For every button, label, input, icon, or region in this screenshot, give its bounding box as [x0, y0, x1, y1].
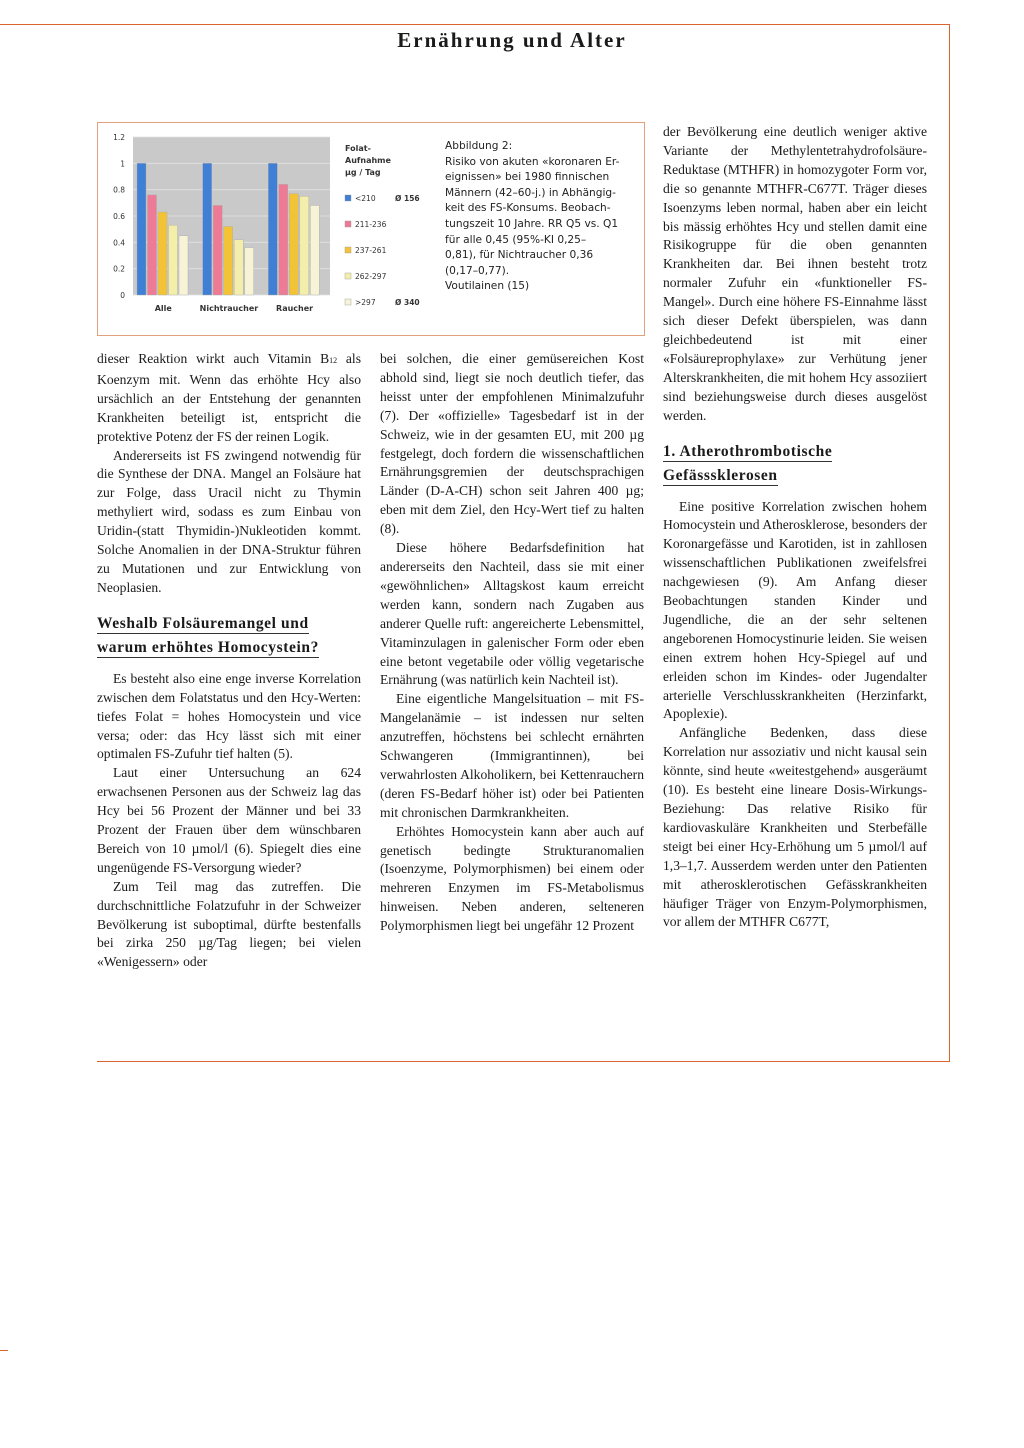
legend-swatch [345, 299, 351, 305]
legend-mean-label: Ø 156 [395, 194, 420, 203]
legend-swatch [345, 195, 351, 201]
paragraph: der Bevölkerung eine deutlich weniger aktive Variante der Methylentetrahydrofolsäure-Reduktase (MTHFR) in homozygoter Form vor, die so genannte MTHFR-C677T. Träger dieses Isoenzyms leben normal, haben aber ein leicht bis mässig erhöhtes Hcy und stellen damit eine Risikogruppe für die oben genannten Krankheiten dar. Bei ihnen besteht trotz normaler Zufuhr ein «funktioneller FS-Mangel». Durch eine höhere FS-Einnahme lässt sich dieser Defekt überspielen, was dann gleichbedeutend ist mit einer «Folsäureprophylaxe» zur Verhütung jener Alterskrankheiten, die mit hohem Hcy assoziiert sind beziehungsweise durch dieses ausgelöst werden. [663, 124, 927, 423]
y-tick-label: 0.4 [113, 238, 125, 248]
paragraph: Erhöhtes Homocystein kann aber auch auf genetisch bedingte Strukturanomalien (Isoenzyme, Polymorphismen) bei einem oder mehreren Enzymen im FS-Metabolismus hinweisen. Neben anderen, selteneren Polymorphismen liegt bei ungefähr 12 Prozent [380, 823, 644, 934]
text-column-1 [97, 350, 361, 972]
paragraph: Andererseits ist FS zwingend notwendig für die Synthese der DNA. Mangel an Folsäure hat zur Folge, dass Uracil nicht zu Thymin methyliert wird, sodass es zum Einbau von Uridin-(statt Thymidin-)Nukleotiden kommt. Solche Anomalien in der DNA-Struktur führen zu Mutationen und zur Entwicklung von Neoplasien. [97, 447, 361, 595]
legend-swatch [345, 273, 351, 279]
bar [224, 227, 233, 295]
frame-top-line [0, 24, 950, 25]
x-category-label: Alle [154, 304, 172, 313]
y-tick-label: 1 [120, 159, 125, 169]
frame-bottom-line [97, 1061, 950, 1062]
paragraph: Anfängliche Bedenken, dass diese Korrelation nur assoziativ und nicht kausal sein könnte, sind heute «weitestgehend» ausgeräumt (10). Es besteht eine lineare Dosis-Wirkungs-Beziehung: Das relative Risiko für kardiovaskuläre Krankheiten und Sterbefälle steigt bei einer Hcy-Erhöhung um 5 µmol/l auf 1,3–1,7. Ausserdem werden unter den Patienten mit atherosklerotischen Gefässkrankheiten häufiger Träger von Enzym-Polymorphismen, vor allem der MTHFR C677T, [663, 725, 927, 930]
text-column-3 [663, 123, 927, 932]
figure-caption: Abbildung 2: Risiko von akuten «koronaren Er- eignissen» bei 1980 finnischen Männern (42–60-j.) in Abhängig- keit des FS-Konsums. Beobach- tungszeit 10 Jahre. RR Q5 vs. Q1 für alle 0,45 (95%-KI 0,25– 0,81), für Nichtraucher 0,36 (0,17–0,77). Voutilainen (15) [445, 140, 620, 293]
bar-chart [98, 123, 438, 335]
legend-swatch [345, 221, 351, 227]
bar [234, 240, 243, 295]
legend-title: µg / Tag [345, 168, 381, 177]
legend-mean-label: Ø 340 [395, 298, 420, 307]
bar [245, 248, 254, 295]
legend-label: 262-297 [355, 272, 387, 281]
bar [179, 236, 188, 295]
y-tick-label: 0.2 [113, 264, 125, 274]
y-tick-label: 0.8 [113, 185, 125, 195]
bar [158, 212, 167, 295]
subscript: 12 [329, 356, 338, 365]
text-run: dieser Reaktion wirkt auch Vitamin B [97, 351, 330, 366]
legend-label: >297 [355, 298, 376, 307]
frame-right-line [949, 24, 950, 1062]
legend-title: Folat- [345, 144, 371, 153]
legend-swatch [345, 247, 351, 253]
paragraph: Diese höhere Bedarfsdefinition hat andererseits den Nachteil, dass sie mit einer «gewöhnlichen» Alltagskost kaum erreicht werden kann, sondern nach Zugaben aus anderer Quelle ruft: angereicherte Lebensmittel, Vitaminzulagen in galenischer Form oder eben eine betont vegetabile oder völlig vegetarische Ernährung (was natürlich kein Nachteil ist). [380, 540, 644, 688]
paragraph: Zum Teil mag das zutreffen. Die durchschnittliche Folatzufuhr in der Schweizer Bevölkerung ist suboptimal, dürfte bestenfalls bei zirka 250 µg/Tag liegen; bei vielen «Wenigessern» oder [97, 878, 361, 970]
heading-line: warum erhöhtes Homocystein? [97, 638, 319, 656]
paragraph: Eine eigentliche Mangelsituation – mit FS-Mangelanämie – ist indessen nur selten anzutreffen, höchstens bei schlecht ernährten Schwangeren (Immigrantinnen), bei verwahrlosten Alkoholikern, bei Kettenrauchern (deren FS-Bedarf höher ist) oder bei Patienten mit chronischen Darmkrankheiten. [380, 691, 644, 820]
legend-label: 237-261 [355, 246, 387, 255]
paragraph: Es besteht also eine enge inverse Korrelation zwischen dem Folatstatus und den Hcy-Werten: tiefes Folat = hohes Homocystein und vice versa; oder: das Hcy lässt sich mit einer optimalen FS-Zufuhr tief halten (5). [97, 670, 361, 762]
running-title: Ernährung und Alter [397, 28, 627, 52]
paragraph: Laut einer Untersuchung an 624 erwachsenen Personen aus der Schweiz lag das Hcy bei 56 Prozent der Männer und bei 33 Prozent der Frauen über dem wünschbaren Bereich von 10 µmol/l (6). Spiegelt dies eine ungenügende FS-Versorgung wieder? [97, 765, 361, 875]
bar [289, 194, 298, 295]
bar [137, 163, 146, 295]
heading-line: Gefässsklerosen [663, 466, 778, 484]
section-heading [97, 612, 361, 660]
bar [203, 163, 212, 295]
legend-title: Aufnahme [345, 156, 391, 165]
y-tick-label: 1.2 [113, 133, 125, 142]
x-category-label: Raucher [276, 304, 314, 313]
bar [148, 195, 157, 295]
paragraph: bei solchen, die einer gemüsereichen Kost abhold sind, liegt sie noch deutlich tiefer, das heisst unter der empfohlenen Minimalzufuhr (7). Der «offizielle» Tagesbedarf ist in der Schweiz, wie in der gesamten EU, mit 200 µg festgelegt, doch fordern die wissenschaftlichen Ernährungsgremien der deutschsprachigen Länder (D-A-CH) schon seit Jahren 400 µg; eben mit dem Ziel, den Hcy-Wert tief zu halten (8). [380, 351, 644, 537]
bar [279, 184, 288, 295]
bar [213, 205, 222, 295]
heading-line: Weshalb Folsäuremangel und [97, 614, 309, 632]
bar [310, 205, 319, 295]
paragraph: Eine positive Korrelation zwischen hohem Homocystein und Atherosklerose, besonders der Koronargefässe und Karotiden, ist in zahllosen wissenschaftlichen Publikationen zweifelsfrei nachgewiesen (9). Am Anfang dieser Beobachtungen standen Kinder und Jugendliche, die an der sehr seltenen angeborenen Homocystinurie leiden. Sie weisen einen extrem hohen Hcy-Spiegel auf und erleiden schon im Kindes- oder Jugendalter arterielle Verschlusskrankheiten (Herzinfarkt, Apoplexie). [663, 498, 927, 722]
section-heading [663, 440, 927, 488]
text-column-2 [380, 350, 644, 936]
paragraph [97, 350, 361, 447]
legend-label: <210 [355, 194, 376, 203]
text-run: als Koenzym mit. Wenn das erhöhte Hcy also ursächlich an der Entstehung der genannten Krankheiten beteiligt ist, entspricht die protektive Potenz der FS der reinen Logik. [97, 351, 361, 444]
x-category-label: Nichtraucher [199, 304, 259, 313]
legend-label: 211-236 [355, 220, 387, 229]
y-tick-label: 0.6 [113, 212, 125, 221]
y-tick-label: 0 [120, 291, 125, 300]
bar [169, 225, 178, 295]
bar [300, 196, 309, 295]
heading-line: 1. Atherothrombotische [663, 442, 833, 460]
margin-tick [0, 1350, 8, 1351]
figure-box [97, 122, 645, 336]
bar [268, 163, 277, 295]
